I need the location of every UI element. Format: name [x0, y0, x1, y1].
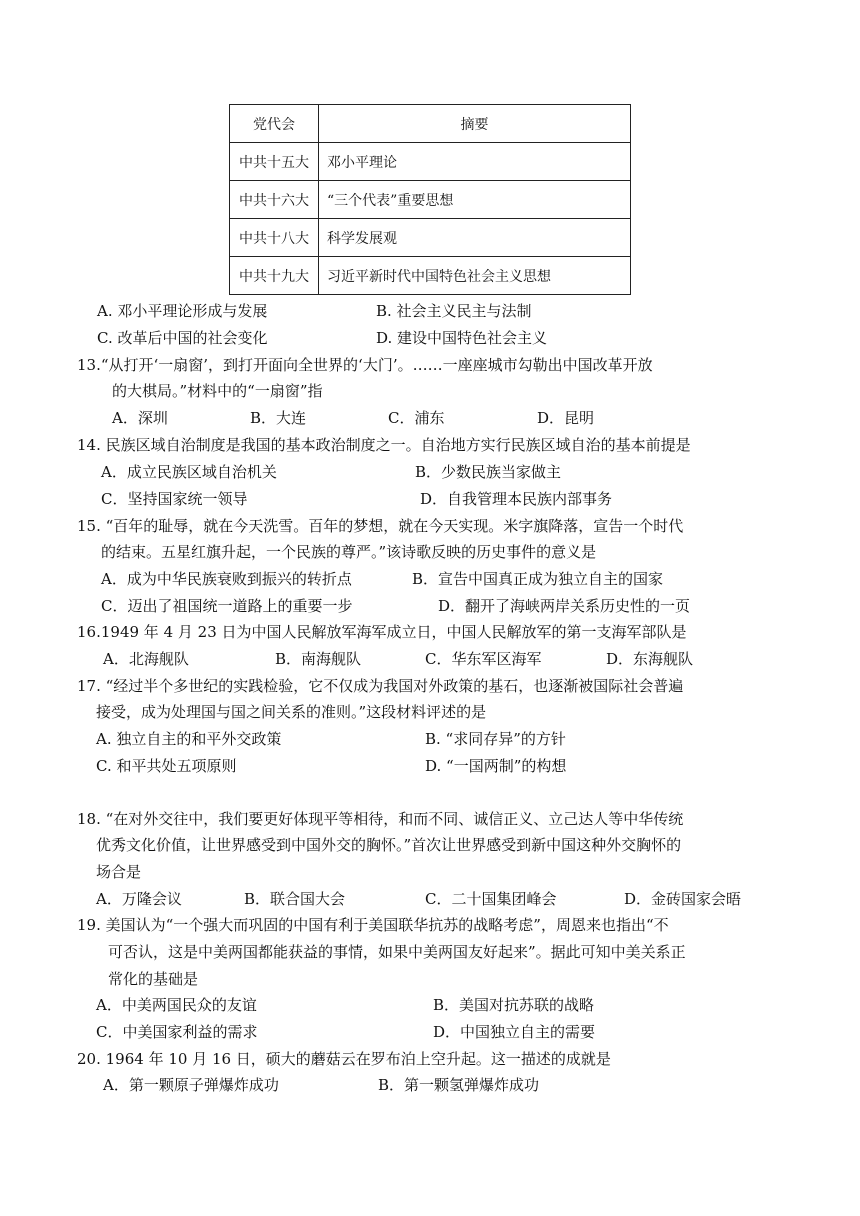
q12-option-c: C. 改革后中国的社会变化: [97, 329, 268, 347]
q15-option-b: B．宣告中国真正成为独立自主的国家: [412, 570, 664, 588]
table-cell: 中共十八大: [230, 219, 319, 257]
q18-stem-line3: 场合是: [96, 863, 142, 881]
q19-option-b: B．美国对抗苏联的战略: [433, 996, 595, 1014]
table-cell: 科学发展观: [319, 219, 631, 257]
q14-stem-line1: 14. 民族区域自治制度是我国的基本政治制度之一。自治地方实行民族区域自治的基本前提是: [77, 436, 691, 454]
party-congress-table: [229, 104, 631, 295]
q17-option-d: D. “一国两制”的构想: [425, 757, 567, 775]
q13-option-a: A．深圳: [112, 409, 168, 427]
table-row: [230, 181, 631, 219]
q20-stem-line1: 20. 1964 年 10 月 16 日，硕大的蘑菇云在罗布泊上空升起。这一描述的成就是: [77, 1050, 611, 1068]
table-cell: “三个代表”重要思想: [319, 181, 631, 219]
q19-option-d: D．中国独立自主的需要: [433, 1023, 596, 1041]
q15-option-a: A．成为中华民族衰败到振兴的转折点: [101, 570, 352, 588]
q13-stem-line2: 的大棋局。”材料中的“一扇窗”指: [112, 382, 323, 400]
q20-option-b: B．第一颗氢弹爆炸成功: [378, 1076, 540, 1094]
q15-option-c: C．迈出了祖国统一道路上的重要一步: [101, 597, 353, 615]
q18-option-b: B．联合国大会: [244, 890, 346, 908]
table-row: [230, 143, 631, 181]
q16-stem-line1: 16.1949 年 4 月 23 日为中国人民解放军海军成立日，中国人民解放军的第一支海军部队是: [77, 623, 687, 641]
q17-stem-line2: 接受，成为处理国与国之间关系的准则。”这段材料评述的是: [96, 703, 487, 721]
q12-option-b: B. 社会主义民主与法制: [376, 302, 532, 320]
q20-option-a: A．第一颗原子弹爆炸成功: [103, 1076, 279, 1094]
q16-option-d: D．东海舰队: [606, 650, 694, 668]
table-cell: 中共十五大: [230, 143, 319, 181]
table-cell: 中共十九大: [230, 257, 319, 295]
q18-option-a: A．万隆会议: [96, 890, 182, 908]
table-cell: 中共十六大: [230, 181, 319, 219]
q18-option-d: D．金砖国家会晤: [624, 890, 742, 908]
table-row: [230, 219, 631, 257]
q19-option-c: C．中美国家利益的需求: [96, 1023, 258, 1041]
q15-option-d: D．翻开了海峡两岸关系历史性的一页: [438, 597, 691, 615]
q13-option-c: C．浦东: [388, 409, 445, 427]
q15-stem-line1: 15. “百年的耻辱，就在今天洗雪。百年的梦想，就在今天实现。米字旗降落，宣告一个时代: [77, 517, 684, 535]
q19-stem-line3: 常化的基础是: [108, 970, 199, 988]
q12-option-a: A. 邓小平理论形成与发展: [97, 302, 268, 320]
table-header-summary: 摘要: [319, 105, 631, 143]
q13-stem-line1: 13.“从打开‘一扇窗’，到打开面向全世界的‘大门’。……一座座城市勾勒出中国改革开放: [77, 356, 653, 374]
q14-option-c: C．坚持国家统一领导: [101, 490, 248, 508]
q14-option-d: D．自我管理本民族内部事务: [420, 490, 613, 508]
q18-option-c: C．二十国集团峰会: [425, 890, 557, 908]
table-cell: 习近平新时代中国特色社会主义思想: [319, 257, 631, 295]
q13-option-d: D．昆明: [537, 409, 595, 427]
table-header-row: [230, 105, 631, 143]
q13-option-b: B．大连: [250, 409, 307, 427]
q17-stem-line1: 17. “经过半个多世纪的实践检验，它不仅成为我国对外政策的基石，也逐渐被国际社会普遍: [77, 677, 684, 695]
q19-option-a: A．中美两国民众的友谊: [96, 996, 257, 1014]
q18-stem-line1: 18. “在对外交往中，我们要更好体现平等相待，和而不同、诚信正义、立己达人等中华传统: [77, 810, 684, 828]
q16-option-c: C．华东军区海军: [425, 650, 542, 668]
q16-option-a: A．北海舰队: [103, 650, 189, 668]
q19-stem-line1: 19. 美国认为“一个强大而巩固的中国有利于美国联华抗苏的战略考虑”，周恩来也指出“不: [77, 916, 669, 934]
q17-option-b: B. “求同存异”的方针: [425, 730, 566, 748]
table-cell: 邓小平理论: [319, 143, 631, 181]
q17-option-c: C. 和平共处五项原则: [96, 757, 237, 775]
q14-option-b: B．少数民族当家做主: [415, 463, 562, 481]
q19-stem-line2: 可否认，这是中美两国都能获益的事情，如果中美两国友好起来”。据此可知中美关系正: [108, 943, 686, 961]
q16-option-b: B．南海舰队: [275, 650, 362, 668]
table-row: [230, 257, 631, 295]
q17-option-a: A. 独立自主的和平外交政策: [96, 730, 282, 748]
q12-option-d: D. 建设中国特色社会主义: [376, 329, 548, 347]
q15-stem-line2: 的结束。五星红旗升起，一个民族的尊严。”该诗歌反映的历史事件的意义是: [101, 543, 597, 561]
table-header-congress: 党代会: [230, 105, 319, 143]
q18-stem-line2: 优秀文化价值，让世界感受到中国外交的胸怀。”首次让世界感受到新中国这种外交胸怀的: [96, 836, 682, 854]
q14-option-a: A．成立民族区域自治机关: [101, 463, 277, 481]
